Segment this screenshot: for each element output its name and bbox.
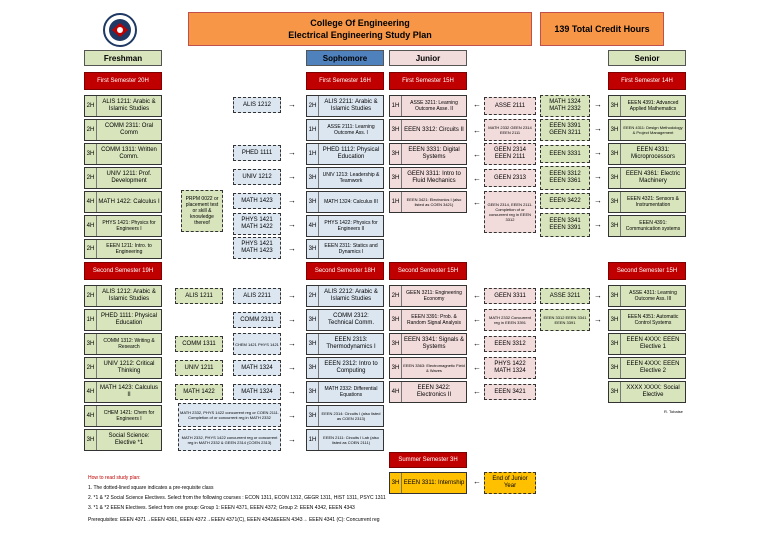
prereq-box: EEEN 3341 EEEN 3391 [540,213,590,237]
arrow-icon: ← [473,363,481,372]
credit-hours-label: 3H [391,479,400,486]
course-name: ALIS 2211: Arabic & Islamic Studies [318,96,383,116]
credit-hours: 139 Total Credit Hours [540,12,664,46]
course-name: EEEN 4XXX: EEEN Elective 2 [620,358,685,378]
credit-hours-label: 2H [308,292,317,299]
arrow-icon: ← [473,100,481,109]
arrow-icon: → [594,196,602,205]
course-name: ASSE 4311: Learning Outcome Ass. III [620,286,685,306]
course-box[interactable] [84,215,162,237]
course-box[interactable] [84,405,162,427]
prereq-box: MATH 2332 GEEN 2314 EEEN 2111 [484,119,536,141]
course-name: ALIS 2212: Arabic & Islamic Studies [318,286,383,306]
arrow-icon: → [288,315,296,324]
prereq-box: UNIV 1212 [233,169,281,185]
credit-hours-label: 3H [391,340,400,347]
credit-hours-label: 4H [308,222,317,229]
prereq-box: PHYS 1421 MATH 1422 [233,213,281,235]
prereq-box: MATH 1422 [175,384,223,400]
course-box[interactable] [84,381,162,403]
course-box[interactable] [306,167,384,189]
prereq-box: MATH 2332, PHYS 1422 concurrent reg or concurrent reg in MATH 2332 & GEEN 2314 (COEN 2313) [178,429,281,451]
semester-fr1: First Semester 20H [84,72,162,90]
course-box[interactable] [608,167,686,189]
prereq-box: COMM 1311 [175,336,223,352]
arrow-icon: → [594,220,602,229]
prereq-box: GEEN 3311 [484,288,536,304]
notes-heading: How to read study plan: [88,475,141,481]
course-name: EEEN 3331: Digital Systems [401,144,466,164]
credit-hours-label: 2H [308,102,317,109]
course-name: EEEN 4XXX: EEEN Elective 1 [620,334,685,354]
note-2: 2. *1 & *2 Social Science Electives. Select from the following courses : ECON 1311, ECON 1312, GEGR 1311, HIST 1311, PSYC 1311 [88,495,386,501]
course-name: COMM 2311: Oral Comm [96,120,161,140]
course-name: EEEN 2111: Circuits I Lab (also listed as COEN 2111) [318,430,383,450]
credit-hours-label: 4H [86,222,95,229]
prereq-box: EEEN 3331 [540,145,590,163]
credit-hours-label: 3H [308,388,317,395]
arrow-icon: → [594,148,602,157]
arrow-icon: → [594,291,602,300]
course-name: ALIS 1211: Arabic & Islamic Studies [96,96,161,116]
course-box[interactable] [608,119,686,141]
course-name: EEEN 3363: Electromagnetic Field & Waves [401,358,466,378]
course-box[interactable] [306,95,384,117]
credit-hours-label: 3H [391,126,400,133]
credit-hours-label: 3H [391,150,400,157]
prereq-box: ALIS 1212 [233,97,281,113]
course-name: ASSE 3211: Learning Outcome Asse. II [401,96,466,116]
course-name: Social Science: Elective *1 [96,430,161,450]
arrow-icon: → [594,124,602,133]
course-name: EEEN 2312: Intro to Computing [318,358,383,378]
prereq-box: PHED 1111 [233,145,281,161]
prereq-box: ASSE 2111 [484,97,536,115]
arrow-icon: → [288,148,296,157]
course-name: EEEN 4351: Automatic Control Systems [620,310,685,330]
credit-hours-label: 1H [308,150,317,157]
prereq-box: EEEN 3391 GEEN 3211 [540,119,590,141]
credit-hours-label: 4H [86,198,95,205]
course-name: EEEN 4391: Communication systems [620,216,685,236]
credit-hours-label: 1H [308,436,317,443]
course-box[interactable] [389,357,467,379]
course-box[interactable] [608,285,686,307]
course-box[interactable] [306,333,384,355]
course-box[interactable] [306,239,384,259]
credit-hours-label: 3H [308,412,317,419]
credit-hours-label: 3H [610,364,619,371]
prereq-box: GEEN 2314, EEEN 2111. Completion of or concurrent reg in EEEN 3312 [484,191,536,233]
semester-summer: Summer Semester 3H [389,452,467,468]
prereq-box: PHYS 1422 MATH 1324 [484,357,536,379]
arrow-icon: ← [473,387,481,396]
course-name: PHYS 1422: Physics for Engineers II [318,216,383,236]
credit-hours-label: 3H [86,340,95,347]
course-box[interactable] [84,191,162,213]
credit-hours-label: 1H [391,102,400,109]
credit-hours-label: 2H [391,292,400,299]
arrow-icon: → [288,411,296,420]
course-name: EEEN 2311: Statics and Dynamics I [318,240,383,258]
credit-hours-label: 1H [86,316,95,323]
semester-ju1: First Semester 15H [389,72,467,90]
course-name: XXXX XXXX: Social Elective [620,382,685,402]
course-box[interactable] [84,143,162,165]
credit-hours-label: 3H [308,245,317,252]
prereq-box: COMM 2311 [233,312,281,328]
course-name: COMM 1312: Writing & Research [96,334,161,354]
credit-hours-label: 3H [610,340,619,347]
prereq-box: EEEN 3421 [484,384,536,400]
prereq-box: UNIV 1211 [175,360,223,376]
credit-hours-label: 3H [610,174,619,181]
arrow-icon: → [288,172,296,181]
placement-prereq: PRPM 0022 or placement test or skill & knowledge thereof [181,190,223,232]
arrow-icon: → [594,100,602,109]
course-name: GEEN 3211: Engineering Economy [401,286,466,306]
arrow-icon: → [288,220,296,229]
course-name: EEEN 3391: Prob. & Random Signal Analysis [401,310,466,330]
course-box[interactable] [608,357,686,379]
credit-hours-label: 3H [391,364,400,371]
arrow-icon: → [288,387,296,396]
course-name: ASSE 2111: Learning Outcome Ass. I [318,120,383,140]
course-box[interactable] [306,143,384,165]
credit-hours-label: 3H [86,150,95,157]
college-logo [100,12,140,48]
course-name: EEEN 4361: Electric Machinery [620,168,685,188]
prereq-box: PHYS 1421 MATH 1423 [233,237,281,259]
course-box[interactable] [608,309,686,331]
course-name: UNIV 1213: Leadership & Teamwork [318,168,383,188]
credit-hours-label: 3H [308,198,317,205]
credit-hours-label: 2H [86,126,95,133]
note-1: 1. The dotted-lined square indicates a pre-requisite class [88,485,214,491]
course-box[interactable] [389,119,467,141]
course-name: EEEN 2314: Circuits I (also listed as COEN 2313) [318,406,383,426]
course-name: MATH 2332: Differential Equations [318,382,383,402]
arrow-icon: ← [473,126,481,135]
course-box[interactable] [84,357,162,379]
course-box[interactable] [84,309,162,331]
credit-hours-label: 3H [391,316,400,323]
course-name: GEEN 3311: Intro to Fluid Mechanics [401,168,466,188]
course-box[interactable] [389,472,467,494]
course-box[interactable] [389,333,467,355]
course-box[interactable] [608,143,686,165]
course-box[interactable] [306,381,384,403]
arrow-icon: → [288,100,296,109]
arrow-icon: → [288,196,296,205]
plan-title-line1: College Of Engineering [310,18,410,28]
course-box[interactable] [608,215,686,237]
course-box[interactable] [608,191,686,213]
semester-se1: First Semester 14H [608,72,686,90]
credit-hours-label: 2H [86,245,95,252]
course-name: EEEN 3422: Electronics II [401,382,466,402]
course-box[interactable] [84,119,162,141]
course-box[interactable] [84,239,162,259]
year-freshman: Freshman [84,50,162,66]
credit-hours-label: 3H [308,316,317,323]
course-name: MATH 1422: Calculus I [96,192,161,212]
course-name: EEEN 4311: Design Methodology & Project Management [620,120,685,140]
year-junior: Junior [389,50,467,66]
credit-hours-label: 3H [610,292,619,299]
arrow-icon: → [288,291,296,300]
course-name: UNIV 1212: Critical Thinking [96,358,161,378]
credit-hours-label: 3H [610,150,619,157]
prereq-box: MATH 1324 [233,384,281,400]
credit-hours-label: 3H [308,364,317,371]
signature: R. Tobaise [664,409,683,414]
course-name: EEEN 4321: Sensors & Instrumentation [620,192,685,212]
arrow-icon: → [594,172,602,181]
arrow-icon: ← [473,198,481,207]
course-name: EEEN 4391: Advanced Applied Mathematics [620,96,685,116]
prereq-box: MATH 1423 [233,193,281,209]
semester-se2: Second Semester 15H [608,262,686,280]
course-name: EEEN 3341: Signals & Systems [401,334,466,354]
semester-ju2: Second Semester 15H [389,262,467,280]
course-name: EEEN 3311: Internship [401,473,466,493]
course-box[interactable] [389,95,467,117]
arrow-icon: ← [473,315,481,324]
course-name: MATH 1324: Calculus III [318,192,383,212]
year-sophomore: Sophomore [306,50,384,66]
course-name: CHEM 1421: Chem for Engineers I [96,406,161,426]
credit-hours-label: 2H [86,292,95,299]
prereq-box: EEEN 3312 [484,336,536,352]
course-box[interactable] [389,191,467,213]
course-name: PHYS 1421: Physics for Engineers I [96,216,161,236]
arrow-icon: ← [473,291,481,300]
prereq-box: MATH 1324 [233,360,281,376]
course-box[interactable] [84,167,162,189]
plan-title [188,12,532,46]
prereq-box: ASSE 3211 [540,288,590,304]
credit-hours-label: 2H [86,102,95,109]
course-box[interactable] [389,381,467,403]
prereq-box: EEEN 3312 EEEN 3361 [540,166,590,190]
prereq-box: CHEM 1421 PHYS 1421 [233,333,281,355]
credit-hours-label: 2H [86,174,95,181]
credit-hours-label: 3H [610,388,619,395]
course-box[interactable] [389,167,467,189]
credit-hours-label: 4H [86,388,95,395]
arrow-icon: ← [473,339,481,348]
course-name: UNIV 1211: Prof. Development [96,168,161,188]
course-name: EEEN 3421: Electronics I (also listed as COEN 3421) [401,192,466,212]
course-name: EEEN 4331: Microprocessors [620,144,685,164]
arrow-icon: → [594,315,602,324]
arrow-icon: → [288,244,296,253]
course-box[interactable] [608,95,686,117]
prereq-box: MATH 2332 Concurrent reg in EEEN 3391 [484,309,536,331]
arrow-icon: ← [473,174,481,183]
course-name: MATH 1423: Calculus II [96,382,161,402]
course-box[interactable] [608,381,686,403]
prereq-box: GEEN 2314 EEEN 2111 [484,143,536,165]
credit-hours-label: 3H [610,316,619,323]
credit-hours-label: 3H [308,174,317,181]
course-name: PHED 1111: Physical Education [96,310,161,330]
credit-hours-label: 3H [391,174,400,181]
course-box[interactable] [389,309,467,331]
course-box[interactable] [84,429,162,451]
semester-so1: First Semester 16H [306,72,384,90]
credit-hours-label: 4H [391,388,400,395]
course-name: EEEN 3312: Circuits II [401,120,466,140]
semester-fr2: Second Semester 19H [84,262,162,280]
credit-hours-label: 3H [610,102,619,109]
course-name: COMM 2312: Technical Comm. [318,310,383,330]
course-name: PHED 1112: Physical Education [318,144,383,164]
note-4: Prerequisites: EEEN 4371→EEEN 4361, EEEN 4372→EEEN 4371(C), EEEN 4342&EEEN 4343→ EEEN 4341 (C): Concurrent reg [88,517,380,523]
credit-hours-label: 3H [610,222,619,229]
prereq-box: End of Junior Year [484,472,536,494]
note-3: 3. *1 & *2 EEEN Electives. Select from one group: Group 1: EEEN 4371, EEEN 4372; Group 2: EEEN 4342, EEEN 4343 [88,505,355,511]
year-senior: Senior [608,50,686,66]
prereq-box: GEEN 2313 [484,169,536,187]
course-box[interactable] [306,357,384,379]
course-box[interactable] [306,191,384,213]
course-box[interactable] [306,119,384,141]
prereq-box: ALIS 2211 [233,288,281,304]
course-name: EEEN 2313: Thermodynamics I [318,334,383,354]
course-box[interactable] [306,215,384,237]
semester-so2: Second Semester 18H [306,262,384,280]
prereq-box: MATH 1324 MATH 2332 [540,95,590,117]
course-name: EEEN 1211: Intro. to Engineering [96,240,161,258]
credit-hours-label: 1H [391,198,400,205]
course-box[interactable] [306,285,384,307]
credit-hours-label: 1H [308,126,317,133]
course-box[interactable] [389,143,467,165]
arrow-icon: → [288,363,296,372]
arrow-icon: → [288,339,296,348]
arrow-icon: ← [473,477,481,486]
course-box[interactable] [389,285,467,307]
course-box[interactable] [84,333,162,355]
course-box[interactable] [608,333,686,355]
prereq-box: ALIS 1211 [175,288,223,304]
course-box[interactable] [84,285,162,307]
plan-title-line2: Electrical Engineering Study Plan [288,30,432,40]
course-box[interactable] [306,429,384,451]
course-name: COMM 1311: Written Comm. [96,144,161,164]
prereq-box: EEEN 3312 EEEN 3341 EEEN 3391 [540,309,590,331]
course-name: ALIS 1212: Arabic & Islamic Studies [96,286,161,306]
arrow-icon: ← [473,150,481,159]
credit-hours-label: 3H [86,436,95,443]
prereq-box: EEEN 3422 [540,193,590,209]
course-box[interactable] [306,405,384,427]
course-box[interactable] [84,95,162,117]
credit-hours-label: 4H [86,412,95,419]
prereq-box: MATH 2332, PHYS 1422 concurrent reg or COEN 2111. Completion of or concurrent reg in MATH 2332 [178,403,281,427]
credit-hours-label: 3H [610,126,619,133]
arrow-icon: → [288,435,296,444]
credit-hours-label: 3H [308,340,317,347]
credit-hours-label: 3H [610,198,619,205]
credit-hours-label: 2H [86,364,95,371]
course-box[interactable] [306,309,384,331]
